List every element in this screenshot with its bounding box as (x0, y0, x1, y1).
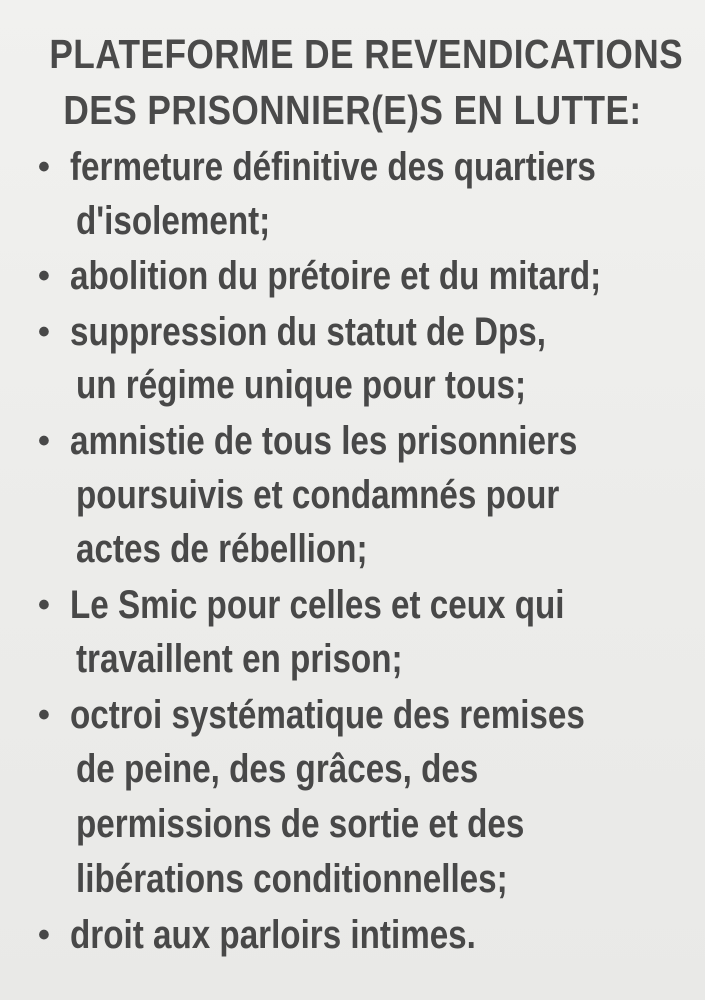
bullet-icon: • (38, 313, 50, 351)
demand-6-line-4: libérations conditionnelles; (76, 857, 508, 901)
bullet-icon: • (38, 586, 50, 624)
demand-1-line-1: fermeture définitive des quartiers (70, 145, 596, 189)
demand-6-line-2: de peine, des grâces, des (76, 747, 479, 791)
demand-6-line-1: octroi systématique des remises (70, 693, 585, 737)
demand-1-line-2: d'isolement; (76, 199, 271, 243)
demand-5-line-1: Le Smic pour celles et ceux qui (70, 583, 565, 627)
demand-3-line-2: un régime unique pour tous; (76, 363, 527, 407)
demand-3-line-1: suppression du statut de Dps, (70, 310, 546, 354)
demand-4-line-3: actes de rébellion; (76, 527, 368, 571)
demand-4-line-2: poursuivis et condamnés pour (76, 473, 560, 517)
demand-7-line-1: droit aux parloirs intimes. (70, 913, 476, 957)
title-line-2: DES PRISONNIER(E)S EN LUTTE: (63, 87, 642, 133)
bullet-icon: • (38, 916, 50, 954)
demand-4-line-1: amnistie de tous les prisonniers (70, 419, 578, 463)
bullet-icon: • (38, 257, 50, 295)
bullet-icon: • (38, 148, 50, 186)
demand-2-line-1: abolition du prétoire et du mitard; (70, 254, 602, 298)
demand-5-line-2: travaillent en prison; (76, 637, 403, 681)
bullet-icon: • (38, 422, 50, 460)
demand-6-line-3: permissions de sortie et des (76, 802, 525, 846)
title-line-1: PLATEFORME DE REVENDICATIONS (49, 31, 684, 77)
bullet-icon: • (38, 696, 50, 734)
